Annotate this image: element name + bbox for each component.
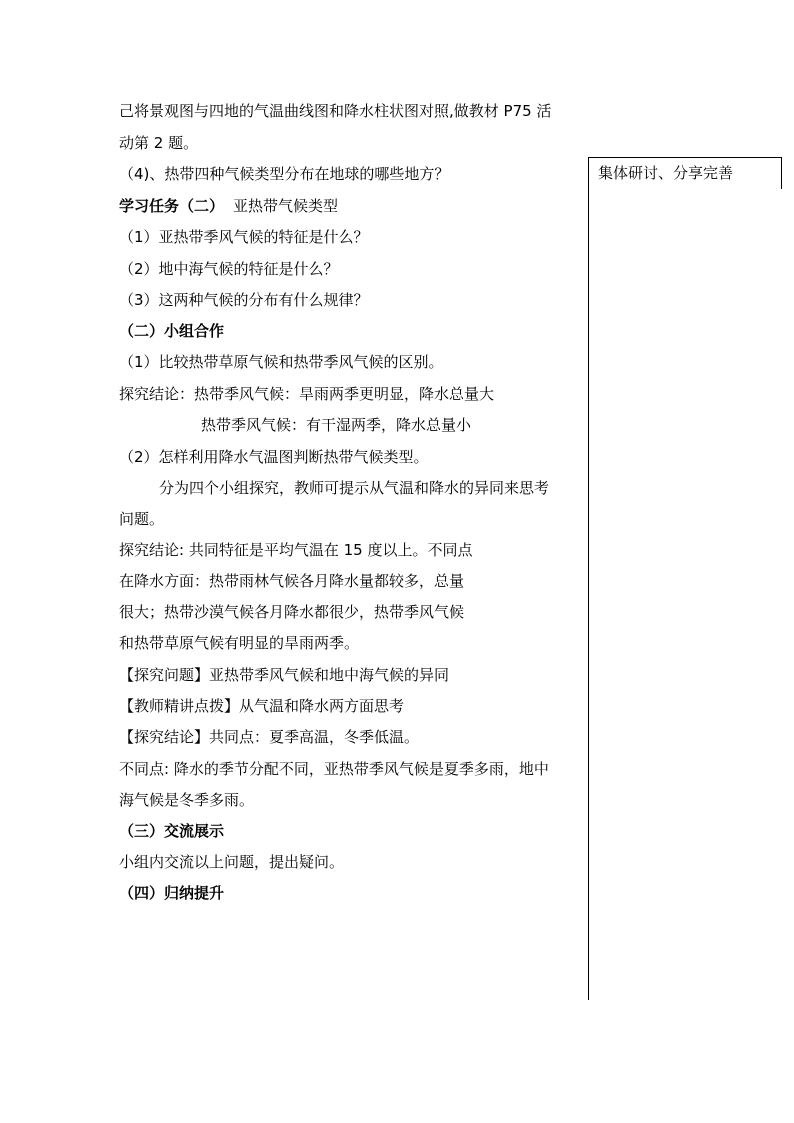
inquiry-question: 【探究问题】亚热带季风气候和地中海气候的异同: [119, 666, 450, 684]
question-4: （4)、热带四种气候类型分布在地球的哪些地方？: [119, 165, 450, 183]
text-line: 和热带草原气候有明显的旱雨两季。: [119, 634, 360, 652]
section-heading-group-work: （二）小组合作: [119, 322, 225, 340]
conclusion-line: 探究结论: 共同特征是平均气温在 15 度以上。不同点: [119, 541, 473, 559]
teacher-guidance: 【教师精讲点拨】从气温和降水两方面思考: [119, 697, 405, 715]
text-line: 动第 2 题。: [119, 134, 199, 152]
question-2: （2）地中海气候的特征是什么？: [119, 260, 339, 278]
question-1: （1）亚热带季风气候的特征是什么？: [119, 228, 369, 246]
conclusion-line: 探究结论：热带季风气候：旱雨两季更明显，降水总量大: [119, 385, 495, 403]
text-line: 不同点: 降水的季节分配不同，亚热带季风气候是夏季多雨，地中: [119, 760, 549, 778]
side-column-divider: [588, 157, 589, 1000]
conclusion-line: 热带季风气候：有干湿两季，降水总量小: [201, 416, 472, 434]
text-line: 分为四个小组探究，教师可提示从气温和降水的异同来思考: [159, 479, 550, 497]
task-title: 亚热带气候类型: [233, 197, 339, 215]
section-heading-summary: （四）归纳提升: [119, 884, 225, 902]
text-line: 海气候是冬季多雨。: [119, 791, 255, 809]
inquiry-conclusion: 【探究结论】共同点：夏季高温，冬季低温。: [119, 728, 420, 746]
text-line: 己将景观图与四地的气温曲线图和降水柱状图对照,做教材 P75 活: [119, 102, 552, 120]
side-note: 集体研讨、分享完善: [598, 164, 734, 182]
text-line: 很大；热带沙漠气候各月降水都很少，热带季风气候: [119, 603, 465, 621]
group-question-1: （1）比较热带草原气候和热带季风气候的区别。: [119, 353, 444, 371]
question-3: （3）这两种气候的分布有什么规律？: [119, 291, 369, 309]
group-question-2: （2）怎样利用降水气温图判断热带气候类型。: [119, 448, 429, 466]
text-line: 问题。: [119, 510, 165, 528]
task-heading: 学习任务（二）: [119, 197, 225, 215]
text-line: 在降水方面：热带雨林气候各月降水量都较多，总量: [119, 572, 465, 590]
section-heading-exchange: （三）交流展示: [119, 822, 225, 840]
text-line: 小组内交流以上问题，提出疑问。: [119, 853, 345, 871]
